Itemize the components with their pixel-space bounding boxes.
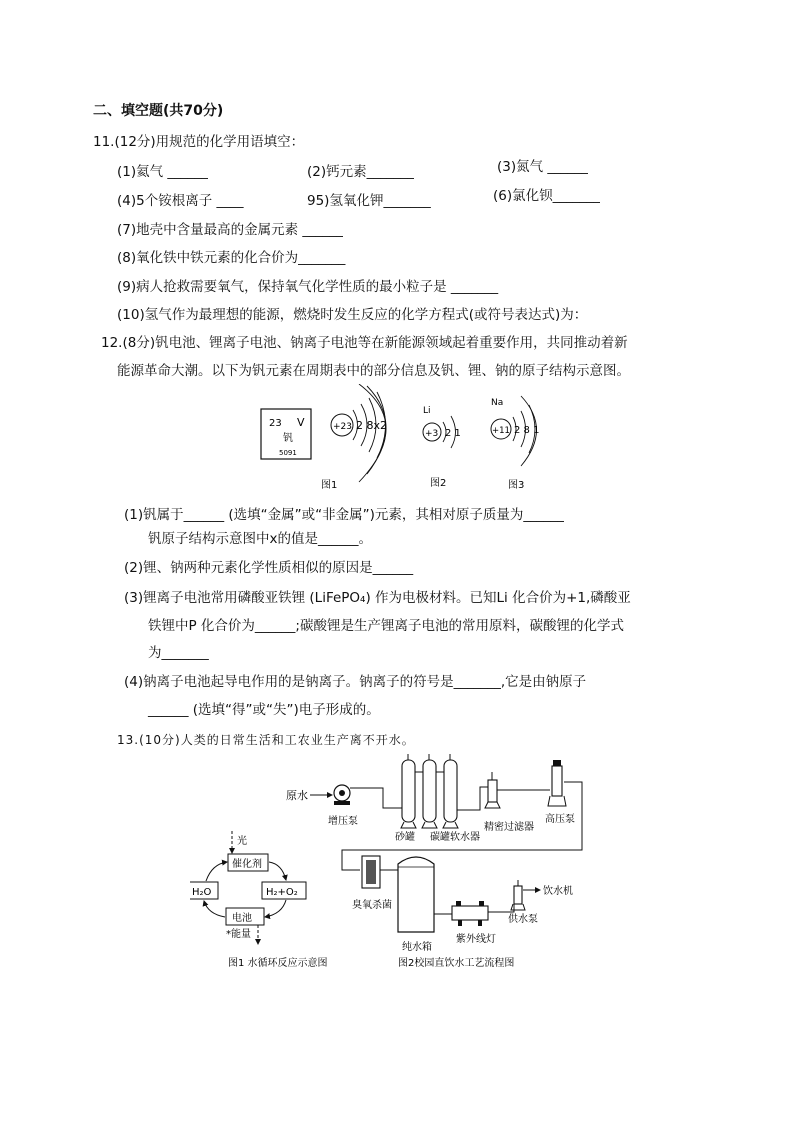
q11-item-10: (10)氢气作为最理想的能源，燃烧时发生反应的化学方程式(或符号表达式)为： bbox=[117, 307, 588, 323]
li-label: Li bbox=[423, 406, 431, 416]
battery-label: 电池 bbox=[232, 913, 252, 924]
ozone-sterilizer-label: 臭氧杀菌 bbox=[352, 900, 392, 911]
cell-atomic-number: 23 bbox=[269, 418, 282, 429]
sand-tank-icon bbox=[401, 754, 416, 828]
h2o2-label: H₂+O₂ bbox=[266, 887, 298, 898]
q11-item-2: (2)钙元素_______ bbox=[307, 164, 414, 180]
q11-item-9: (9)病人抢救需要氧气，保持氧气化学性质的最小粒子是 _______ bbox=[117, 279, 499, 295]
booster-pump-label: 增压泵 bbox=[328, 816, 358, 827]
supply-pump-label: 供水泵 bbox=[508, 914, 538, 925]
na-nucleus-label: +11 bbox=[492, 426, 510, 436]
uv-lamp-icon bbox=[452, 901, 488, 926]
q13-stem: 13.(10分)人类的日常生活和工农业生产离不开水。 bbox=[117, 733, 415, 747]
fig2-caption: 图2 bbox=[430, 478, 447, 489]
high-pressure-pump-label: 高压泵 bbox=[545, 814, 575, 825]
q12-part3-line3: 为_______ bbox=[148, 645, 209, 661]
h2o-label: H₂O bbox=[192, 887, 212, 898]
q11-stem: 11.(12分)用规范的化学用语填空： bbox=[93, 134, 305, 150]
q12-stem-line1: 12.(8分)钒电池、锂离子电池、钠离子电池等在新能源领域起着重要作用，共同推动着新 bbox=[101, 335, 628, 351]
supply-pump-icon bbox=[511, 880, 525, 910]
q11-item-1: (1)氦气 ______ bbox=[117, 164, 208, 180]
catalyst-label: 催化剂 bbox=[232, 859, 262, 870]
na-label: Na bbox=[491, 398, 504, 408]
pure-water-tank-icon bbox=[398, 857, 434, 932]
ozone-sterilizer-icon bbox=[362, 856, 380, 888]
fig1-caption: 图1 bbox=[321, 480, 338, 491]
q12-part3-line1: (3)锂离子电池常用磷酸亚铁锂 (LiFePO₄) 作为电极材料。已知Li 化合价为+1,磷酸亚 bbox=[124, 590, 631, 606]
q12-part3-line2: 铁锂中P 化合价为______;碳酸锂是生产锂离子电池的常用原料，碳酸锂的化学式 bbox=[148, 618, 624, 634]
q11-item-5: 95)氢氧化钾_______ bbox=[307, 193, 431, 209]
uv-lamp-label: 紫外线灯 bbox=[456, 934, 496, 945]
fig1-cycle-caption: 图1 水循环反应示意图 bbox=[228, 958, 328, 969]
li-nucleus-label: +3 bbox=[425, 429, 439, 439]
energy-label: *能量 bbox=[226, 929, 251, 940]
na-shells: 2 8 1 bbox=[514, 425, 540, 436]
raw-water-label: 原水 bbox=[286, 789, 308, 802]
softener-tank-icon bbox=[443, 754, 458, 828]
cell-name: 钒 bbox=[283, 433, 293, 444]
q12-part2: (2)锂、钠两种元素化学性质相似的原因是______ bbox=[124, 560, 414, 576]
q11-item-8: (8)氧化铁中铁元素的化合价为_______ bbox=[117, 250, 346, 266]
q11-item-7: (7)地壳中含量最高的金属元素 ______ bbox=[117, 222, 343, 238]
q12-part1-line2: 钒原子结构示意图中x的值是______。 bbox=[148, 531, 372, 547]
precision-filter-label: 精密过滤器 bbox=[484, 822, 534, 833]
fig3-caption: 图3 bbox=[508, 480, 525, 491]
v-shells: 2 8x2 bbox=[356, 419, 388, 432]
carbon-tank-icon bbox=[422, 754, 437, 828]
cell-symbol: V bbox=[297, 416, 305, 429]
fig2-process-caption: 图2校园直饮水工艺流程图 bbox=[398, 958, 515, 969]
q12-part1-line1: (1)钒属于______ (选填“金属”或“非金属”)元素，其相对原子质量为______ bbox=[124, 507, 564, 523]
q11-item-3: (3)氮气 ______ bbox=[497, 159, 588, 175]
water-process-figure bbox=[190, 752, 610, 977]
atom-structure-figure bbox=[255, 384, 555, 494]
pure-water-tank-label: 纯水箱 bbox=[402, 942, 432, 953]
light-label: 光 bbox=[237, 836, 247, 847]
q11-item-6: (6)氯化钡_______ bbox=[493, 188, 600, 204]
q12-part4-line1: (4)钠离子电池起导电作用的是钠离子。钠离子的符号是_______,它是由钠原子 bbox=[124, 674, 587, 690]
li-shells: 2 1 bbox=[445, 428, 461, 439]
carbon-softener-label: 碳罐软水器 bbox=[430, 832, 480, 843]
v-nucleus-label: +23 bbox=[333, 422, 352, 432]
section-title: 二、填空题(共70分) bbox=[93, 103, 224, 119]
q12-part4-line2: ______ (选填“得”或“失”)电子形成的。 bbox=[148, 702, 380, 718]
high-pressure-pump-icon bbox=[548, 760, 566, 806]
sand-tank-label: 砂罐 bbox=[395, 832, 415, 843]
water-dispenser-label: 饮水机 bbox=[543, 886, 573, 897]
q11-item-4: (4)5个铵根离子 ____ bbox=[117, 193, 244, 209]
cell-mass: 5091 bbox=[279, 449, 297, 457]
q12-stem-line2: 能源革命大潮。以下为钒元素在周期表中的部分信息及钒、锂、钠的原子结构示意图。 bbox=[117, 363, 630, 379]
